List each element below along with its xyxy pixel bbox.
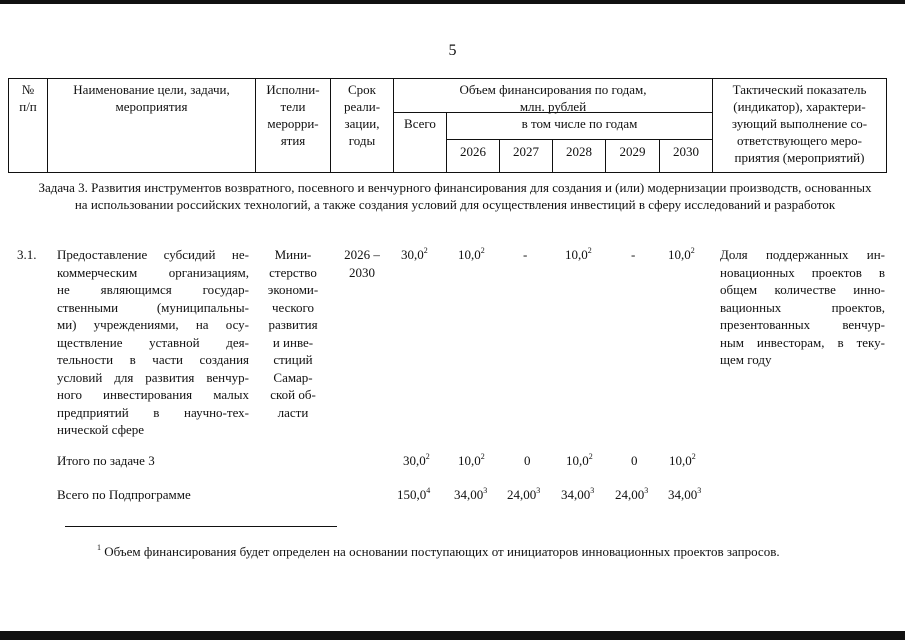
grand-total-total: 150,0$^4$ bbox=[397, 486, 431, 502]
row-2027: - bbox=[523, 247, 528, 262]
header-no: № п/п bbox=[19, 82, 37, 114]
row-name-line: ми) учреждениями, на осу- bbox=[57, 317, 249, 332]
row-name-line: ществление уставной дея- bbox=[57, 334, 249, 350]
row-name-line: не являющимся государ- bbox=[57, 282, 249, 297]
row-term-line: 2026 – bbox=[344, 247, 380, 262]
row-term-line: 2030 bbox=[349, 264, 375, 280]
row-indicator-line: ным инвесторам, в теку- bbox=[720, 334, 885, 350]
header-financing: Объем финансирования по годам, млн. рублей bbox=[459, 82, 647, 114]
row-executor-line: ласти bbox=[277, 404, 309, 420]
grand-total-2030: 34,00$^3$ bbox=[668, 486, 702, 502]
subtotal-2029: 0 bbox=[631, 453, 638, 468]
row-name-line: условий для развития венчур- bbox=[57, 369, 249, 385]
row-name-line: Предоставление субсидий не- bbox=[57, 247, 249, 262]
header-name: Наименование цели, задачи, мероприятия bbox=[73, 82, 230, 114]
row-name-line: коммерческим организациям, bbox=[57, 264, 249, 280]
footnote-text: Объем финансирования будет определен на основании поступающих от инициаторов инновационных проектов запросов. bbox=[101, 544, 780, 559]
grand-total-2027: 24,00$^3$ bbox=[507, 486, 541, 502]
subtotal-label: Итого по задаче 3 bbox=[57, 453, 155, 468]
header-year-2029: 2029 bbox=[619, 144, 646, 159]
row-indicator-line: щем году bbox=[720, 352, 772, 367]
header-year-2026: 2026 bbox=[460, 144, 486, 159]
row-name-line: нической сфере bbox=[57, 422, 145, 437]
row-name-line: ственными (муниципальны- bbox=[57, 299, 249, 315]
row-total: 30,0$^2$ bbox=[401, 246, 428, 262]
grand-total-2028: 34,00$^3$ bbox=[561, 486, 595, 502]
row-executor-line: развития bbox=[268, 317, 318, 332]
row-executor-line: и инве- bbox=[272, 334, 314, 350]
subtotal-2030: 10,0$^2$ bbox=[669, 452, 696, 468]
row-name-line: тельности в части создания bbox=[57, 352, 249, 367]
header-top-border bbox=[8, 78, 886, 79]
subtotal-2027: 0 bbox=[524, 453, 531, 468]
row-name-line: предприятий в научно-тех- bbox=[57, 404, 249, 420]
grand-total-2029: 24,00$^3$ bbox=[615, 486, 649, 502]
row-indicator-line: вационных проектов, bbox=[720, 299, 885, 315]
header-including: в том числе по годам bbox=[521, 116, 638, 131]
grand-total-2026: 34,00$^3$ bbox=[454, 486, 488, 502]
row-indicator-line: новационных проектов в bbox=[720, 264, 885, 280]
row-2029: - bbox=[631, 247, 636, 262]
header-years-line bbox=[446, 139, 712, 140]
row-indicator bbox=[720, 246, 885, 369]
row-executor-line: ской об- bbox=[270, 387, 316, 402]
row-executor-line: экономи- bbox=[267, 282, 319, 297]
row-executor bbox=[262, 246, 324, 421]
header-year-2028: 2028 bbox=[566, 144, 592, 159]
task-title: Задача 3. Развития инструментов возвратного, посевного и венчурного финансирования для создания и (или) модернизации производств, основанных на использовании российских технологий, а также создания условий для осуществления инвестиций в сферу исследований и разработок bbox=[38, 180, 872, 212]
row-2028: 10,0$^2$ bbox=[565, 246, 592, 262]
vline-right bbox=[886, 78, 887, 173]
header-term: Срок реали- зации, годы bbox=[343, 82, 381, 148]
row-executor-line: стерство bbox=[269, 264, 317, 280]
header-year-2030: 2030 bbox=[673, 144, 699, 159]
header-year-2027: 2027 bbox=[513, 144, 539, 159]
footnote-separator bbox=[65, 526, 337, 527]
header-indicator: Тактический показатель (индикатор), характери- зующий выполнение со- ответствующего меро- приятия (мероприятий) bbox=[731, 82, 868, 165]
row-name bbox=[57, 246, 249, 439]
row-2030: 10,0$^2$ bbox=[668, 246, 695, 262]
footnote bbox=[57, 543, 857, 561]
grand-total-label: Всего по Подпрограмме bbox=[57, 487, 191, 502]
row-indicator-line: презентованных венчур- bbox=[720, 317, 885, 332]
header-bottom-border bbox=[8, 172, 886, 173]
row-executor-line: ческого bbox=[271, 299, 315, 315]
row-2026: 10,0$^2$ bbox=[458, 246, 485, 262]
row-name-line: ного инвестирования малых bbox=[57, 387, 249, 402]
row-executor-line: стиций bbox=[273, 352, 313, 367]
subtotal-2028: 10,0$^2$ bbox=[566, 452, 593, 468]
row-number: 3.1. bbox=[17, 247, 37, 262]
header-executors: Исполни- тели мероpри- ятия bbox=[266, 82, 320, 148]
header-total: Всего bbox=[404, 116, 436, 131]
row-executor-line: Мини- bbox=[274, 247, 312, 262]
row-indicator-line: общем количестве инно- bbox=[720, 282, 885, 297]
row-executor-line: Самар- bbox=[273, 369, 313, 385]
footnote-mark: 1 bbox=[97, 543, 101, 552]
row-term bbox=[333, 246, 391, 281]
subtotal-2026: 10,0$^2$ bbox=[458, 452, 485, 468]
subtotal-total: 30,0$^2$ bbox=[403, 452, 430, 468]
page-number: 5 bbox=[448, 42, 457, 59]
row-indicator-line: Доля поддержанных ин- bbox=[720, 247, 885, 262]
